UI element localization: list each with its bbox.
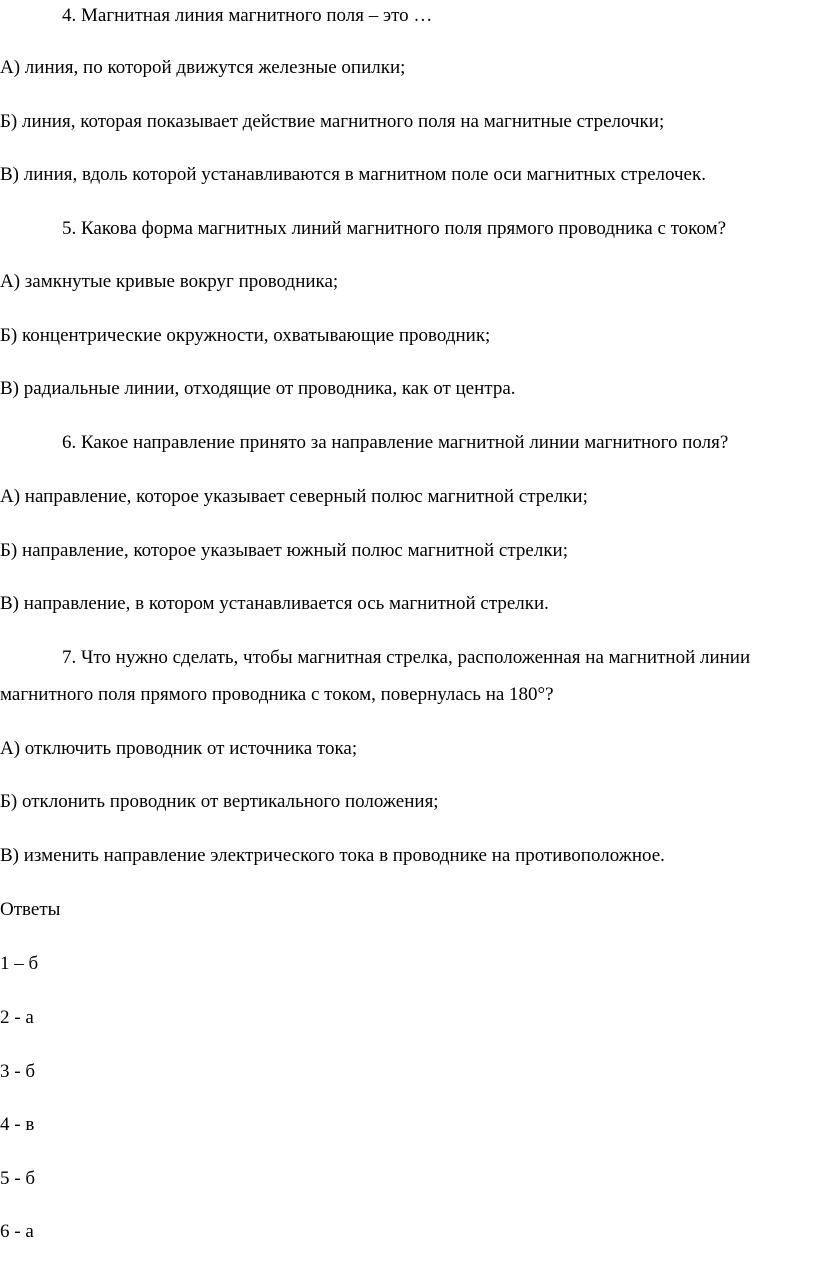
question-5-option-b: Б) концентрические окружности, охватывающие проводник; bbox=[0, 325, 491, 346]
answer-3: 3 - б bbox=[0, 1061, 35, 1082]
answer-2: 2 - а bbox=[0, 1007, 34, 1028]
question-4-option-a: А) линия, по которой движутся железные опилки; bbox=[0, 57, 406, 78]
question-7-title-continued: магнитного поля прямого проводника с током, повернулась на 180°? bbox=[0, 684, 554, 705]
question-4-option-c: В) линия, вдоль которой устанавливаются в магнитном поле оси магнитных стрелочек. bbox=[0, 164, 706, 185]
question-5-option-a: А) замкнутые кривые вокруг проводника; bbox=[0, 271, 339, 292]
question-5-option-c: В) радиальные линии, отходящие от проводника, как от центра. bbox=[0, 378, 516, 399]
answer-1: 1 – б bbox=[0, 953, 39, 974]
question-7-option-b: Б) отклонить проводник от вертикального положения; bbox=[0, 791, 439, 812]
question-6-option-b: Б) направление, которое указывает южный полюс магнитной стрелки; bbox=[0, 540, 568, 561]
question-6-option-a: А) направление, которое указывает северный полюс магнитной стрелки; bbox=[0, 486, 588, 507]
answer-6: 6 - а bbox=[0, 1221, 34, 1242]
answers-heading: Ответы bbox=[0, 899, 61, 920]
answer-4: 4 - в bbox=[0, 1114, 35, 1135]
question-7-option-a: А) отключить проводник от источника тока; bbox=[0, 738, 358, 759]
question-4-title: 4. Магнитная линия магнитного поля – это … bbox=[62, 5, 433, 26]
question-5-title: 5. Какова форма магнитных линий магнитного поля прямого проводника с током? bbox=[62, 218, 727, 239]
question-4-option-b: Б) линия, которая показывает действие магнитного поля на магнитные стрелочки; bbox=[0, 111, 665, 132]
answer-5: 5 - б bbox=[0, 1168, 35, 1189]
question-7-title: 7. Что нужно сделать, чтобы магнитная стрелка, расположенная на магнитной линии bbox=[62, 647, 751, 668]
question-6-title: 6. Какое направление принято за направление магнитной линии магнитного поля? bbox=[62, 432, 729, 453]
question-6-option-c: В) направление, в котором устанавливается ось магнитной стрелки. bbox=[0, 593, 549, 614]
question-7-option-c: В) изменить направление электрического тока в проводнике на противоположное. bbox=[0, 845, 665, 866]
